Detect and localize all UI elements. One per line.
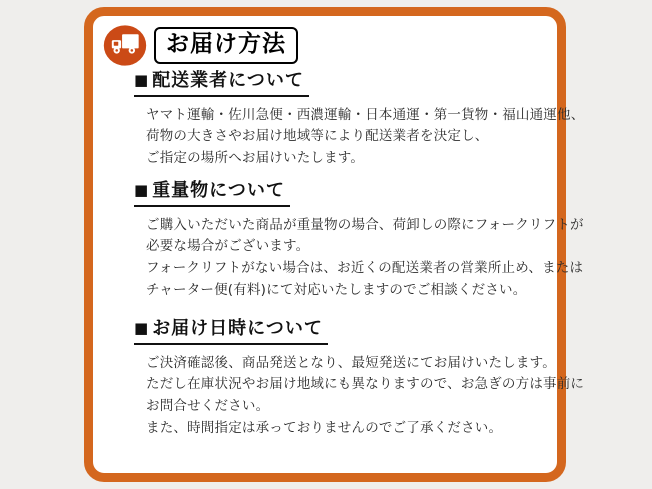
body-line: ヤマト運輸・佐川急便・西濃運輸・日本通運・第一貨物・福山通運他、 [146,106,585,123]
delivery-info-panel [84,7,585,482]
section-carriers-heading [134,70,309,97]
square-bullet-icon: ■ [134,319,150,337]
section-heavy-items-body [146,215,584,302]
body-line: ただし在庫状況やお届け地域にも異なりますので、お急ぎの方は事前に [146,376,585,393]
body-line: チャーター便(有料)にて対応いたしますのでご相談ください。 [146,281,527,298]
page-title: お届け方法 [154,27,298,65]
body-line: ご購入いただいた商品が重量物の場合、荷卸しの際にフォークリフトが [146,216,584,233]
section-carriers [134,70,584,170]
body-line: 必要な場合がございます。 [146,238,310,255]
section-heavy-items-heading [134,180,290,207]
body-line: お問合せください。 [146,398,270,415]
square-bullet-icon: ■ [134,71,150,89]
section-carriers-heading-label: 配送業者について [152,70,304,91]
body-line: フォークリフトがない場合は、お近くの配送業者の営業所止め、または [146,260,584,277]
panel-header [103,25,298,66]
section-delivery-datetime-heading-label: お届け日時について [152,318,323,339]
body-line: ご指定の場所へお届けいたします。 [146,150,365,167]
section-delivery-datetime-body [146,353,584,440]
section-carriers-body [146,105,584,170]
square-bullet-icon: ■ [134,181,150,199]
section-delivery-datetime-heading [134,318,328,345]
section-delivery-datetime [134,318,584,440]
body-line: ご決済確認後、商品発送となり、最短発送にてお届けいたします。 [146,354,556,371]
body-line: また、時間指定は承っておりませんのでご了承ください。 [146,419,503,436]
truck-icon [103,25,147,66]
section-heavy-items [134,180,584,302]
body-line: 荷物の大きさやお届け地域等により配送業者を決定し、 [146,128,489,145]
section-heavy-items-heading-label: 重量物について [152,180,285,201]
